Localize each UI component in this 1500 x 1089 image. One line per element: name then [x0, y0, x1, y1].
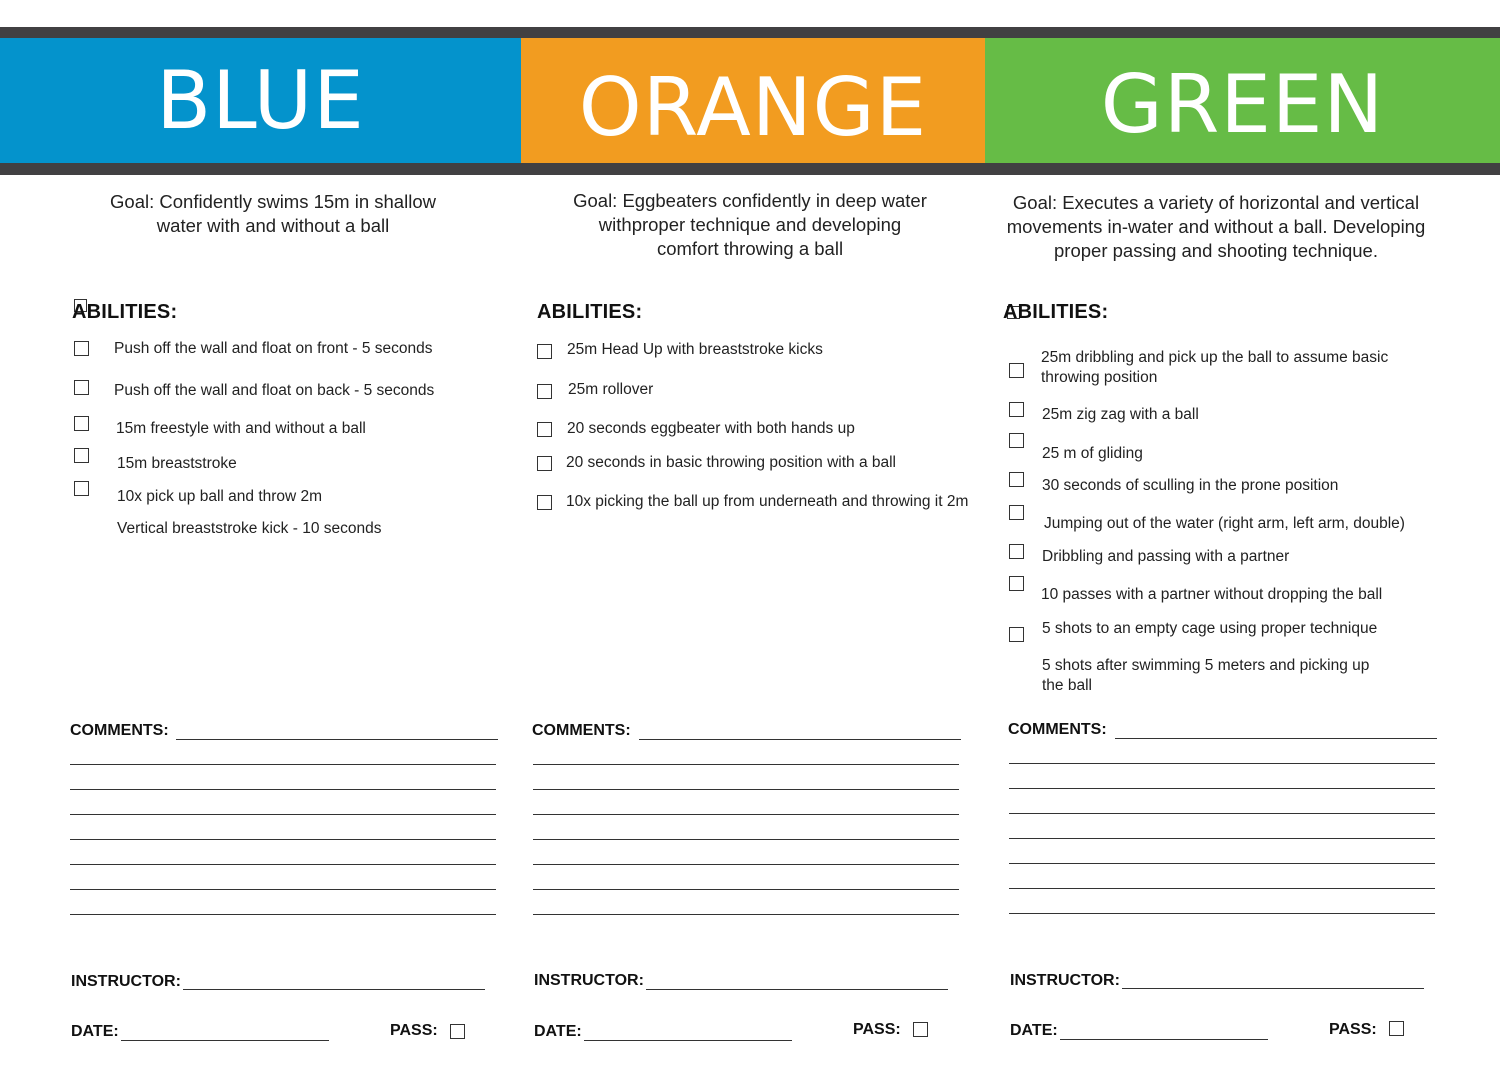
green-ability-checkbox[interactable] — [1009, 402, 1024, 417]
orange-comments-line[interactable] — [533, 814, 959, 815]
green-abilities-heading: ABILITIES: — [1003, 301, 1109, 323]
orange-comments-line[interactable] — [533, 864, 959, 865]
blue-comments-line[interactable] — [70, 864, 496, 865]
blue-comments-line[interactable] — [70, 889, 496, 890]
orange-goal-line: withproper technique and developing — [598, 214, 902, 235]
orange-ability-item: 25m Head Up with breaststroke kicks — [567, 341, 823, 358]
blue-abilities-heading: ABILITIES: — [72, 301, 178, 323]
blue-goal — [40, 190, 506, 238]
blue-ability-checkbox[interactable] — [74, 481, 89, 496]
orange-ability-checkbox[interactable] — [537, 456, 552, 471]
green-ability-checkbox[interactable] — [1009, 472, 1024, 487]
blue-date-label: DATE: — [71, 1023, 119, 1040]
green-comments-line[interactable] — [1009, 763, 1435, 764]
green-instructor-line[interactable] — [1122, 988, 1424, 989]
blue-comments-line[interactable] — [70, 764, 496, 765]
green-ability-checkbox[interactable] — [1009, 505, 1024, 520]
orange-pass-label: PASS: — [853, 1021, 901, 1038]
blue-instructor-label: INSTRUCTOR: — [71, 973, 181, 990]
blue-comments-line[interactable] — [70, 839, 496, 840]
blue-instructor-line[interactable] — [183, 989, 485, 990]
orange-comments-line[interactable] — [533, 839, 959, 840]
blue-level-banner: BLUE — [0, 38, 521, 164]
green-ability-item: 5 shots to an empty cage using proper technique — [1042, 620, 1378, 637]
orange-date-line[interactable] — [584, 1040, 792, 1041]
green-comments-line[interactable] — [1009, 813, 1435, 814]
green-ability-item: 5 shots after swimming 5 meters and picking up the ball — [1042, 657, 1370, 694]
green-comments-line[interactable] — [1009, 888, 1435, 889]
green-level-banner: GREEN — [985, 38, 1500, 164]
green-pass-checkbox[interactable] — [1389, 1021, 1404, 1036]
green-ability-item: 25m zig zag with a ball — [1042, 406, 1199, 423]
green-comments-line[interactable] — [1009, 838, 1435, 839]
orange-level-banner: ORANGE — [521, 38, 985, 164]
green-instructor-label: INSTRUCTOR: — [1010, 972, 1120, 989]
orange-ability-checkbox[interactable] — [537, 495, 552, 510]
green-goal-line: proper passing and shooting technique. — [1054, 240, 1378, 261]
orange-ability-item: 20 seconds in basic throwing position with a ball — [566, 454, 896, 471]
blue-comments-line[interactable] — [70, 814, 496, 815]
orange-comments-line[interactable] — [639, 739, 961, 740]
blue-ability-checkbox[interactable] — [74, 341, 89, 356]
orange-comments-line[interactable] — [533, 889, 959, 890]
bottom-divider-bar — [0, 163, 1500, 175]
blue-pass-checkbox[interactable] — [450, 1024, 465, 1039]
orange-ability-item: 25m rollover — [568, 381, 654, 398]
orange-ability-checkbox[interactable] — [537, 384, 552, 399]
green-pass-label: PASS: — [1329, 1021, 1377, 1038]
orange-ability-checkbox[interactable] — [537, 344, 552, 359]
green-date-line[interactable] — [1060, 1039, 1268, 1040]
blue-date-line[interactable] — [121, 1040, 329, 1041]
green-comments-label: COMMENTS: — [1008, 721, 1107, 738]
green-ability-item: Dribbling and passing with a partner — [1042, 548, 1290, 565]
orange-comments-line[interactable] — [533, 914, 959, 915]
blue-ability-checkbox[interactable] — [74, 380, 89, 395]
green-ability-item: 25 m of gliding — [1042, 445, 1143, 462]
orange-abilities-heading: ABILITIES: — [537, 301, 643, 323]
orange-goal-line: comfort throwing a ball — [656, 238, 844, 259]
blue-goal-line: Goal: Confidently swims 15m in shallow — [110, 191, 436, 212]
green-comments-line[interactable] — [1009, 913, 1435, 914]
green-goal — [986, 191, 1446, 263]
green-goal-line: movements in-water and without a ball. Developing — [1006, 216, 1426, 237]
blue-ability-item: 15m breaststroke — [117, 455, 237, 472]
green-ability-checkbox[interactable] — [1009, 576, 1024, 591]
blue-ability-item: Push off the wall and float on front - 5 seconds — [114, 340, 433, 357]
blue-ability-checkbox[interactable] — [74, 416, 89, 431]
blue-comments-line[interactable] — [176, 739, 498, 740]
green-ability-item: Jumping out of the water (right arm, left arm, double) — [1044, 515, 1405, 532]
orange-goal-line: Goal: Eggbeaters confidently in deep water — [573, 190, 927, 211]
orange-instructor-line[interactable] — [646, 989, 948, 990]
orange-pass-checkbox[interactable] — [913, 1022, 928, 1037]
green-comments-line[interactable] — [1009, 788, 1435, 789]
blue-ability-item: 10x pick up ball and throw 2m — [117, 488, 323, 505]
orange-ability-item: 10x picking the ball up from underneath and throwing it 2m — [566, 493, 969, 510]
blue-goal-line: water with and without a ball — [156, 215, 390, 236]
green-ability-item: 25m dribbling and pick up the ball to assume basic throwing position — [1041, 349, 1389, 386]
orange-comments-label: COMMENTS: — [532, 722, 631, 739]
green-ability-item: 10 passes with a partner without dropping the ball — [1041, 586, 1383, 603]
blue-ability-checkbox[interactable] — [74, 448, 89, 463]
green-ability-checkbox[interactable] — [1009, 627, 1024, 642]
blue-ability-item: Vertical breaststroke kick - 10 seconds — [117, 520, 382, 537]
green-ability-checkbox[interactable] — [1009, 544, 1024, 559]
blue-comments-line[interactable] — [70, 789, 496, 790]
orange-ability-item: 20 seconds eggbeater with both hands up — [567, 420, 855, 437]
orange-comments-line[interactable] — [533, 764, 959, 765]
orange-comments-line[interactable] — [533, 789, 959, 790]
green-ability-checkbox[interactable] — [1009, 433, 1024, 448]
green-goal-line: Goal: Executes a variety of horizontal and vertical — [1012, 192, 1420, 213]
orange-date-label: DATE: — [534, 1023, 582, 1040]
blue-comments-label: COMMENTS: — [70, 722, 169, 739]
orange-goal — [520, 189, 980, 261]
orange-instructor-label: INSTRUCTOR: — [534, 972, 644, 989]
green-ability-item: 30 seconds of sculling in the prone position — [1042, 477, 1339, 494]
green-comments-line[interactable] — [1009, 863, 1435, 864]
green-comments-line[interactable] — [1115, 738, 1437, 739]
green-ability-checkbox[interactable] — [1009, 363, 1024, 378]
orange-ability-checkbox[interactable] — [537, 422, 552, 437]
blue-pass-label: PASS: — [390, 1022, 438, 1039]
green-date-label: DATE: — [1010, 1022, 1058, 1039]
blue-ability-item: 15m freestyle with and without a ball — [116, 420, 366, 437]
blue-comments-line[interactable] — [70, 914, 496, 915]
blue-ability-item: Push off the wall and float on back - 5 seconds — [114, 382, 435, 399]
